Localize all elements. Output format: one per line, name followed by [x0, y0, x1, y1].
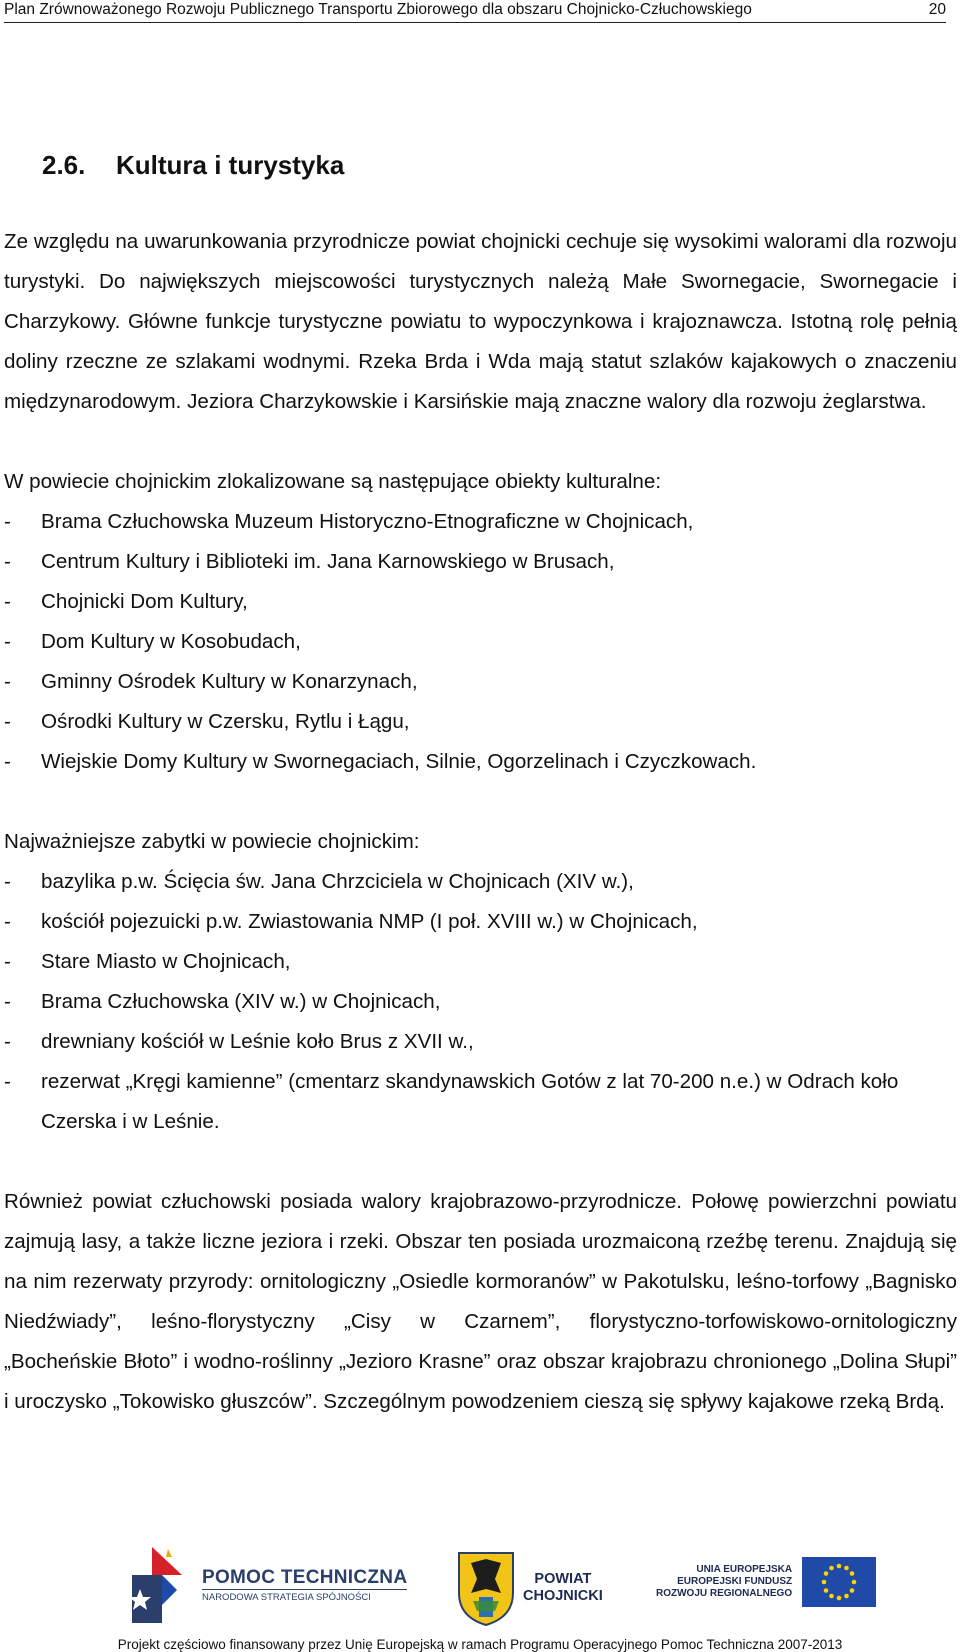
pomoc-techniczna-title: POMOC TECHNICZNA: [202, 1566, 408, 1588]
eu-line-3: ROZWOJU REGIONALNEGO: [656, 1588, 793, 1599]
powiat-label: POWIAT: [534, 1571, 592, 1587]
culture-intro: W powiecie chojnickim zlokalizowane są następujące obiekty kulturalne:: [4, 470, 662, 493]
paragraph-tourism: Ze względu na uwarunkowania przyrodnicze powiat chojnicki cechuje się wysokimi walorami dla rozwoju turystyki. Do największych miejscowości turystycznych należą Małe Swornegacie, Swornegacie i Charzykowy. Główne funkcje turystyczne powiatu to wypoczynkowa i krajoznawcza. Istotną rolę pełnią doliny rzeczne ze szlakami wodnymi. Rzeka Brda i Wda mają statut szlaków kajakowych o znaczeniu międzynarodowym. Jeziora Charzykowskie i Karsińskie mają znaczne walory dla rozwoju żeglarstwa.: [4, 230, 957, 413]
eu-line-1: UNIA EUROPEJSKA: [696, 1564, 793, 1575]
section-title: Kultura i turystyka: [116, 150, 345, 180]
pomoc-techniczna-logo: [132, 1545, 407, 1625]
list-item: - Chojnicki Dom Kultury,: [4, 590, 248, 613]
header-title: Plan Zrównoważonego Rozwoju Publicznego Transportu Zbiorowego dla obszaru Chojnicko-Człuchowskiego: [4, 1, 752, 18]
coat-of-arms-icon: [455, 1549, 517, 1627]
monuments-intro: Najważniejsze zabytki w powiecie chojnickim:: [4, 830, 420, 853]
list-item: - kościół pojezuicki p.w. Zwiastowania NMP (I poł. XVIII w.) w Chojnicach,: [4, 910, 698, 933]
funding-note: Projekt częściowo finansowany przez Unię Europejską w ramach Programu Operacyjnego Pomoc Techniczna 2007-2013: [117, 1637, 843, 1652]
list-item: - Stare Miasto w Chojnicach,: [4, 950, 291, 973]
chojnicki-label: CHOJNICKI: [523, 1588, 603, 1604]
list-item: - Brama Człuchowska Muzeum Historyczno-Etnograficzne w Chojnicach,: [4, 510, 694, 533]
running-header: [4, 0, 946, 23]
list-item: - Centrum Kultury i Biblioteki im. Jana Karnowskiego w Brusach,: [4, 550, 615, 573]
eu-logo: [656, 1557, 876, 1607]
list-item: - Brama Człuchowska (XIV w.) w Chojnicach,: [4, 990, 441, 1013]
list-item: - bazylika p.w. Ścięcia św. Jana Chrzciciela w Chojnicach (XIV w.),: [4, 870, 634, 893]
list-item: - Gminny Ośrodek Kultury w Konarzynach,: [4, 670, 418, 693]
main-content: [4, 222, 957, 1422]
list-item: - Dom Kultury w Kosobudach,: [4, 630, 301, 653]
eu-line-2: EUROPEJSKI FUNDUSZ: [677, 1576, 793, 1587]
footer: [0, 1545, 960, 1650]
page-number: 20: [928, 1, 946, 18]
list-item: - Wiejskie Domy Kultury w Swornegaciach, Silnie, Ogorzelinach i Czyczkowach.: [4, 750, 757, 773]
powiat-chojnicki-logo: [455, 1549, 603, 1627]
culture-list: [4, 502, 957, 782]
pomoc-techniczna-subtitle: NARODOWA STRATEGIA SPÓJNOŚCI: [202, 1589, 407, 1604]
section-heading: [42, 150, 344, 180]
paragraph-czluchow: Również powiat człuchowski posiada walory krajobrazowo-przyrodnicze. Połowę powierzchni powiatu zajmują lasy, a także liczne jeziora i rzeki. Obszar ten posiada urozmaiconą rzeźbę terenu. Znajdują się na nim rezerwaty przyrody: ornitologiczny „Osiedle kormoranów” w Pakotulsku, leśno-torfowy „Bagnisko Niedźwiady”, leśno-florystyczny „Cisy w Czarnem”, florystyczno-torfowiskowo-ornitologiczny „Bocheńskie Błoto” i wodno-roślinny „Jezioro Krasne” oraz obszar krajobrazu chronionego „Dolina Słupi” i uroczysko „Tokowisko głuszców”. Szczególnym powodzeniem cieszą się spływy kajakowe rzeką Brdą.: [4, 1190, 957, 1413]
pomoc-techniczna-emblem-icon: [132, 1545, 194, 1625]
section-number: 2.6.: [42, 150, 86, 180]
eu-flag-icon: [802, 1557, 876, 1607]
monuments-list: [4, 862, 957, 1142]
list-item: - drewniany kościół w Leśnie koło Brus z XVII w.,: [4, 1030, 474, 1053]
list-item: - Ośrodki Kultury w Czersku, Rytlu i Łągu,: [4, 710, 410, 733]
list-item: - rezerwat „Kręgi kamienne” (cmentarz skandynawskich Gotów z lat 70-200 n.e.) w Odrach koło Czerska i w Leśnie.: [4, 1070, 899, 1133]
